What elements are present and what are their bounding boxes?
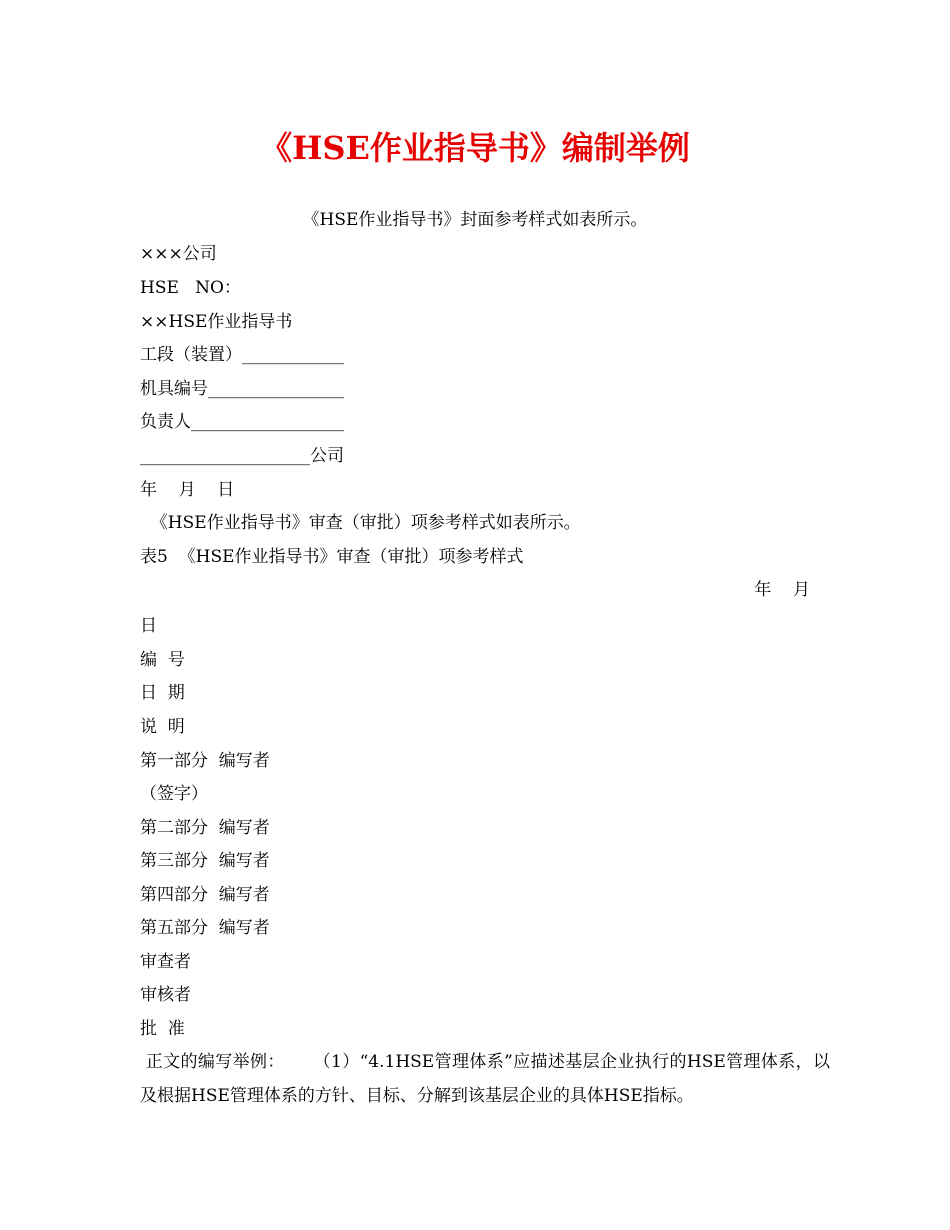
cover-intro: 《HSE作业指导书》封面参考样式如表所示。: [302, 210, 648, 230]
row-part4-author: 第四部分 编写者: [140, 885, 270, 905]
row-number: 编 号: [140, 650, 185, 670]
row-part2-author: 第二部分 编写者: [140, 818, 270, 838]
review-intro: 《HSE作业指导书》审查（审批）项参考样式如表所示。: [140, 513, 581, 533]
date-year-month: 年 月: [754, 580, 810, 600]
cover-section: 工段（装置）____________: [140, 345, 344, 365]
cover-machine-no: 机具编号________________: [140, 379, 344, 399]
page-title: 《HSE作业指导书》编制举例: [260, 129, 690, 167]
table-caption: 表5 《HSE作业指导书》审查（审批）项参考样式: [140, 547, 524, 567]
row-part5-author: 第五部分 编写者: [140, 918, 270, 938]
cover-date: 年 月 日: [140, 480, 235, 500]
cover-owner: 负责人__________________: [140, 412, 344, 432]
body-text: 正文的编写举例： （1）“4.1HSE管理体系”应描述基层企业执行的HSE管理体系，以及根据HSE管理体系的方针、目标、分解到该基层企业的具体HSE指标。: [140, 1052, 830, 1106]
row-part1-author: 第一部分 编写者: [140, 751, 270, 771]
date-day: 日: [140, 616, 157, 636]
row-auditor: 审核者: [140, 985, 191, 1005]
row-date: 日 期: [140, 683, 185, 703]
row-reviewer: 审查者: [140, 952, 191, 972]
cover-company-line: ____________________公司: [140, 446, 344, 466]
cover-hse-no: HSE NO：: [140, 278, 241, 298]
row-part3-author: 第三部分 编写者: [140, 851, 270, 871]
cover-book-name: ××HSE作业指导书: [140, 312, 293, 332]
cover-company: ×××公司: [140, 244, 217, 264]
body-paragraph: [140, 1045, 830, 1113]
row-description: 说 明: [140, 717, 185, 737]
row-signature: （签字）: [140, 784, 208, 804]
row-approver: 批 准: [140, 1019, 185, 1039]
